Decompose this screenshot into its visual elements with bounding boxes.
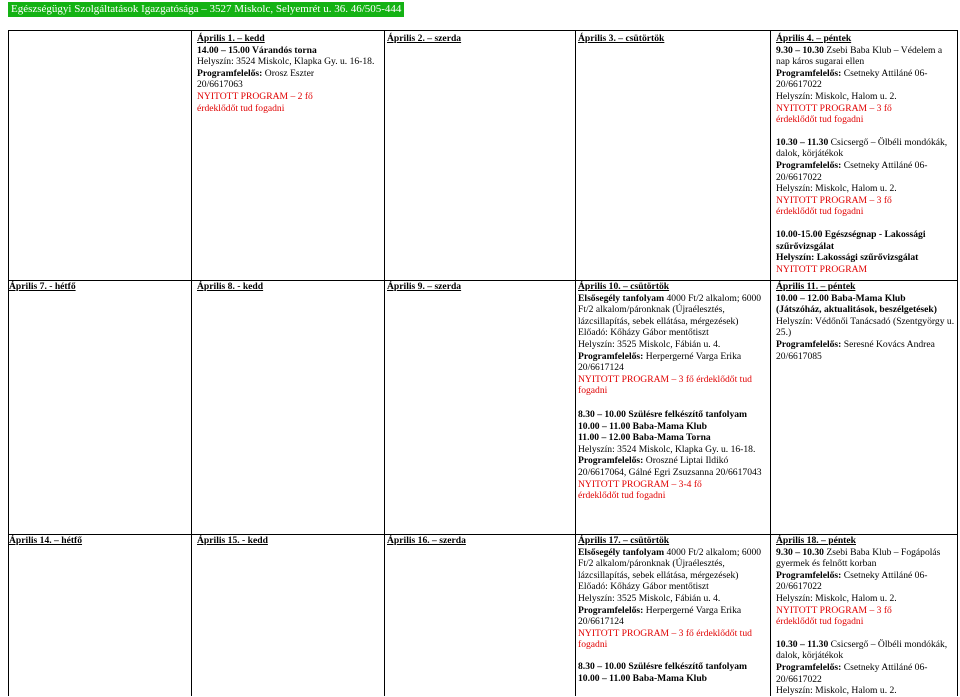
open-program-note: NYITOTT PROGRAM bbox=[776, 263, 868, 275]
day-cell-apr-15 bbox=[197, 535, 377, 547]
grid-line bbox=[8, 30, 9, 696]
day-cell-apr-16 bbox=[387, 535, 572, 547]
day-cell-apr-7 bbox=[9, 281, 187, 293]
day-date: Április 2. – szerda bbox=[387, 33, 462, 44]
event-responsible: Programfelelős: Csetneky Attiláné 06-20/6617022 bbox=[776, 67, 928, 91]
day-cell-apr-10 bbox=[578, 281, 767, 502]
event-subtitle: (Játszóház, aktualitások, beszélgetések) bbox=[776, 304, 937, 316]
event-title: 10.00 – 11.00 Baba-Mama Klub bbox=[578, 420, 707, 432]
event-place: Helyszín: Miskolc, Halom u. 2. bbox=[776, 183, 897, 195]
day-cell-apr-14 bbox=[9, 535, 187, 547]
event-title: 10.00-15.00 Egészségnap - Lakossági bbox=[776, 228, 926, 240]
event-title: 9.30 – 10.30 Zsebi Baba Klub – Védelem a nap káros sugarai ellen bbox=[776, 44, 943, 68]
open-program-note: érdeklődőt tud fogadni bbox=[776, 206, 864, 218]
open-program-note: NYITOTT PROGRAM – 3-4 fő bbox=[578, 478, 702, 490]
day-cell-apr-11 bbox=[776, 281, 955, 362]
day-cell-apr-8 bbox=[197, 281, 377, 293]
open-program-note: NYITOTT PROGRAM – 2 fő bbox=[197, 90, 313, 102]
day-cell-apr-17 bbox=[578, 535, 767, 684]
grid-line bbox=[575, 30, 576, 696]
grid-line bbox=[384, 30, 385, 696]
event-title: 10.30 – 11.30 Csicsergő – Ölbéli mondókák, dalok, körjátékok bbox=[776, 136, 948, 160]
event-title: 11.00 – 12.00 Baba-Mama Torna bbox=[578, 432, 711, 444]
open-program-note: érdeklődőt tud fogadni bbox=[776, 114, 864, 126]
event-phone: 20/6617063 bbox=[197, 79, 243, 91]
event-place: Helyszín: 3525 Miskolc, Fábián u. 4. bbox=[578, 338, 721, 350]
event-place: Helyszín: Miskolc, Halom u. 2. bbox=[776, 592, 897, 604]
event-title: Elsősegély tanfolyam 4000 Ft/2 alkalom; 6000 Ft/2 alkalom/páronknak (Újraélesztés, lázcsillapítás, sebek ellátása, mérgezések) bbox=[578, 292, 762, 327]
event-place: Helyszín: 3525 Miskolc, Fábián u. 4. bbox=[578, 592, 721, 604]
event-lecturer: Előadó: Kőházy Gábor mentőtiszt bbox=[578, 581, 709, 593]
day-date: Április 10. – csütörtök bbox=[578, 281, 670, 292]
event-title: 8.30 – 10.00 Szülésre felkészítő tanfolyam bbox=[578, 408, 748, 420]
event-place: Helyszín: 3524 Miskolc, Klapka Gy. u. 16-18. bbox=[578, 443, 756, 455]
day-date: Április 11. – péntek bbox=[776, 281, 856, 292]
grid-line bbox=[8, 30, 958, 31]
open-program-note: NYITOTT PROGRAM – 3 fő bbox=[776, 604, 892, 616]
open-program-note: NYITOTT PROGRAM – 3 fő érdeklődőt tud fogadni bbox=[578, 373, 752, 397]
day-date: Április 4. – péntek bbox=[776, 33, 852, 44]
event-time: 14.00 – 15.00 Várandós torna bbox=[197, 44, 317, 56]
event-title: 10.00 – 11.00 Baba-Mama Klub bbox=[578, 672, 707, 684]
event-place: Helyszín: Miskolc, Halom u. 2. bbox=[776, 90, 897, 102]
day-date: Április 8. - kedd bbox=[197, 281, 264, 292]
event-title: 10.00 – 12.00 Baba-Mama Klub bbox=[776, 292, 906, 304]
grid-line bbox=[957, 30, 958, 696]
page-header-banner: Egészségügyi Szolgáltatások Igazgatósága – 3527 Miskolc, Selyemrét u. 36. 46/505-444 bbox=[8, 2, 404, 17]
event-responsible: Programfelelős: Seresné Kovács Andrea 20/6617085 bbox=[776, 338, 935, 362]
open-program-note: NYITOTT PROGRAM – 3 fő bbox=[776, 102, 892, 114]
day-date: Április 14. – hétfő bbox=[9, 535, 83, 546]
grid-line bbox=[770, 30, 771, 696]
day-cell-apr-4 bbox=[776, 33, 955, 275]
event-responsible: Programfelelős: Csetneky Attiláné 06-20/6617022 bbox=[776, 661, 928, 685]
event-title: Elsősegély tanfolyam 4000 Ft/2 alkalom; 6000 Ft/2 alkalom/páronknak (Újraélesztés, lázcsillapítás, sebek ellátása, mérgezések) bbox=[578, 546, 762, 581]
open-program-note: érdeklődőt tud fogadni bbox=[578, 490, 666, 502]
day-date: Április 3. – csütörtök bbox=[578, 33, 665, 44]
day-cell-apr-3 bbox=[578, 33, 766, 45]
event-title: szűrővizsgálat bbox=[776, 240, 835, 252]
event-title: 10.30 – 11.30 Csicsergő – Ölbéli mondókák, dalok, körjátékok bbox=[776, 638, 948, 662]
event-title: 8.30 – 10.00 Szülésre felkészítő tanfolyam bbox=[578, 660, 748, 672]
event-place: Helyszín: 3524 Miskolc, Klapka Gy. u. 16-18. bbox=[197, 56, 375, 68]
event-lecturer: Előadó: Kőházy Gábor mentőtiszt bbox=[578, 327, 709, 339]
day-date: Április 17. – csütörtök bbox=[578, 535, 670, 546]
day-date: Április 16. – szerda bbox=[387, 535, 466, 546]
day-date: Április 1. – kedd bbox=[197, 33, 265, 44]
day-date: Április 15. - kedd bbox=[197, 535, 268, 546]
event-responsible: Programfelelős: Herpergerné Varga Erika 20/6617124 bbox=[578, 350, 742, 374]
day-date: Április 18. – péntek bbox=[776, 535, 856, 546]
day-cell-apr-9 bbox=[387, 281, 572, 293]
event-responsible: Programfelelős: Herpergerné Varga Erika 20/6617124 bbox=[578, 604, 742, 628]
day-cell-apr-1 bbox=[197, 33, 377, 114]
event-place: Helyszín: Miskolc, Halom u. 2. bbox=[776, 685, 897, 697]
event-responsible: Programfelelős: Csetneky Attiláné 06-20/6617022 bbox=[776, 159, 928, 183]
event-responsible: Programfelelős: Csetneky Attiláné 06-20/6617022 bbox=[776, 569, 928, 593]
day-cell-apr-18 bbox=[776, 535, 955, 697]
open-program-note: érdeklődőt tud fogadni bbox=[197, 102, 285, 114]
day-date: Április 9. – szerda bbox=[387, 281, 462, 292]
open-program-note: NYITOTT PROGRAM – 3 fő bbox=[776, 194, 892, 206]
open-program-note: érdeklődőt tud fogadni bbox=[776, 616, 864, 628]
day-date: Április 7. - hétfő bbox=[9, 281, 76, 292]
open-program-note: NYITOTT PROGRAM – 3 fő érdeklődőt tud fogadni bbox=[578, 627, 752, 651]
grid-line bbox=[191, 30, 192, 696]
event-responsible: Programfelelős: Oroszné Liptai Ildikó 20/6617064, Gálné Egri Zsuzsanna 20/6617043 bbox=[578, 455, 762, 478]
day-cell-apr-2 bbox=[387, 33, 572, 45]
event-place: Helyszín: Lakossági szűrővizsgálat bbox=[776, 252, 919, 264]
event-place: Helyszín: Védőnői Tanácsadó (Szentgyörgy u. 25.) bbox=[776, 315, 955, 339]
event-responsible: Programfelelős: Orosz Eszter bbox=[197, 67, 315, 79]
event-title: 9.30 – 10.30 Zsebi Baba Klub – Fogápolás gyermek és felnőtt korban bbox=[776, 546, 941, 570]
